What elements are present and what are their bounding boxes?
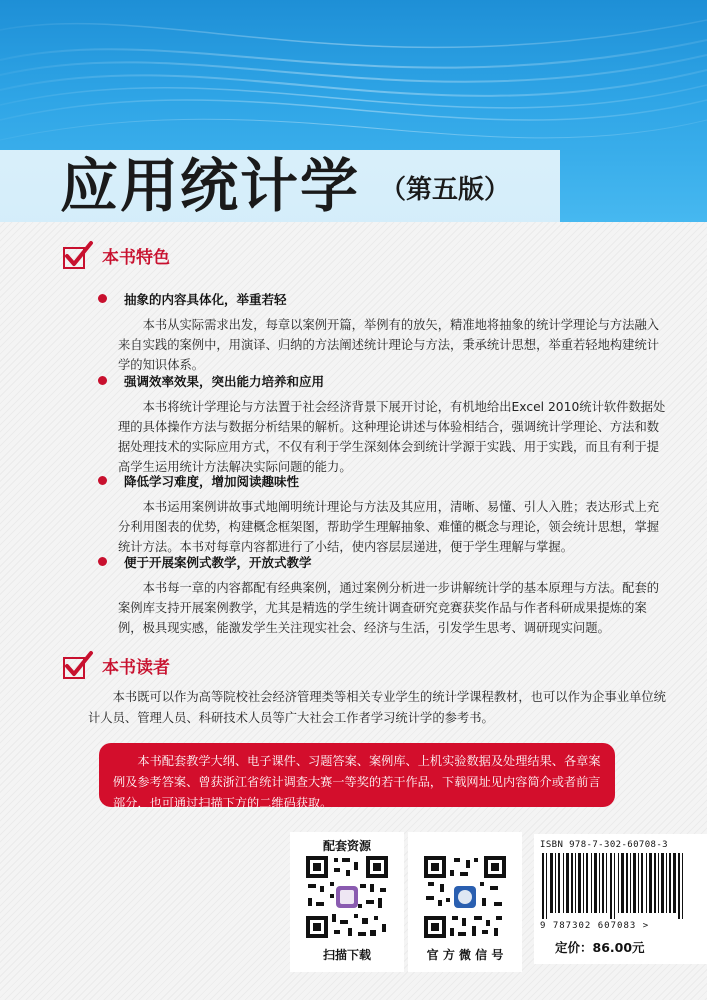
features-heading-label: 本书特色 xyxy=(102,247,170,268)
resources-notice xyxy=(99,743,615,810)
book-title: 应用统计学 xyxy=(60,152,361,220)
qr-official-caption: 官 方 微 信 号 xyxy=(426,948,504,962)
book-edition: （第五版） xyxy=(380,175,511,205)
isbn-number: ISBN 978-7-302-60708-3 xyxy=(540,840,669,850)
feature-title: 便于开展案例式教学，开放式教学 xyxy=(124,555,312,570)
feature-body: 本书从实际需求出发，每章以案例开篇，举例有的放矢，精准地将抽象的统计学理论与方法融入来自实践的案例中，用演译、归纳的方法阐述统计理论与方法，秉承统计思想，举重若轻地构建统计学的知识体系。 xyxy=(118,318,660,372)
bullet-icon xyxy=(98,476,107,485)
bullet-icon xyxy=(98,294,107,303)
qr-official-card xyxy=(408,832,522,972)
price-label: 定价：86.00元 xyxy=(555,940,645,955)
feature-body: 本书运用案例讲故事式地阐明统计理论与方法及其应用，清晰、易懂、引人入胜；表达形式上充分利用图表的优势，构建概念框架图，帮助学生理解抽象、难懂的概念与理论，领会统计思想，掌握统计方法。本书对每章内容都进行了小结，使内容层层递进，便于学生理解与掌握。 xyxy=(118,500,660,554)
feature-body: 本书每一章的内容都配有经典案例，通过案例分析进一步讲解统计学的基本原理与方法。配套的案例库支持开展案例教学，尤其是精选的学生统计调查研究竞赛获奖作品与作者科研成果提炼的案例，极具现实感，能激发学生关注现实社会、经济与生活，引发学生思考、调研现实问题。 xyxy=(118,581,660,635)
bullet-icon xyxy=(98,376,107,385)
feature-title: 抽象的内容具体化，举重若轻 xyxy=(124,292,287,307)
feature-body: 本书将统计学理论与方法置于社会经济背景下展开讨论，有机地给出Excel 2010统计软件数据处理的具体操作方法与数据分析结果的解析。这种理论讲述与体验相结合，强调统计学理论、方法和数据处理技术的实际应用方式，不仅有利于学生深刻体会到统计学源于实践、用于实践，而且有利于提高学生运用统计方法解决实际问题的能力。 xyxy=(118,400,666,474)
bullet-icon xyxy=(98,557,107,566)
readers-body: 本书既可以作为高等院校社会经济管理类等相关专业学生的统计学课程教材，也可以作为企事业单位统计人员、管理人员、科研技术人员等广大社会工作者学习统计学的参考书。 xyxy=(88,690,666,725)
qr-resources-card xyxy=(290,832,404,972)
barcode-icon xyxy=(540,853,700,919)
resources-notice-text: 本书配套教学大纲、电子课件、习题答案、案例库、上机实验数据及处理结果、各章案例及参考答案、曾获浙江省统计调查大赛一等奖的若干作品，下载网址见内容简介或者前言部分，也可通过扫描下方的二维码获取。 xyxy=(113,754,601,810)
feature-title: 降低学习难度，增加阅读趣味性 xyxy=(124,474,300,489)
feature-title: 强调效率效果，突出能力培养和应用 xyxy=(124,374,325,389)
qr-resources-title: 配套资源 xyxy=(322,839,371,853)
qr-code-icon[interactable] xyxy=(304,854,390,940)
checkmark-icon xyxy=(62,240,94,270)
qr-resources-caption: 扫描下载 xyxy=(322,948,371,962)
qr-code-icon[interactable] xyxy=(422,854,508,940)
features-heading xyxy=(62,240,170,270)
barcode-number: 9 787302 607083 > xyxy=(540,921,650,931)
readers-heading xyxy=(62,650,170,680)
readers-heading-label: 本书读者 xyxy=(102,657,170,678)
checkmark-icon xyxy=(62,650,94,680)
